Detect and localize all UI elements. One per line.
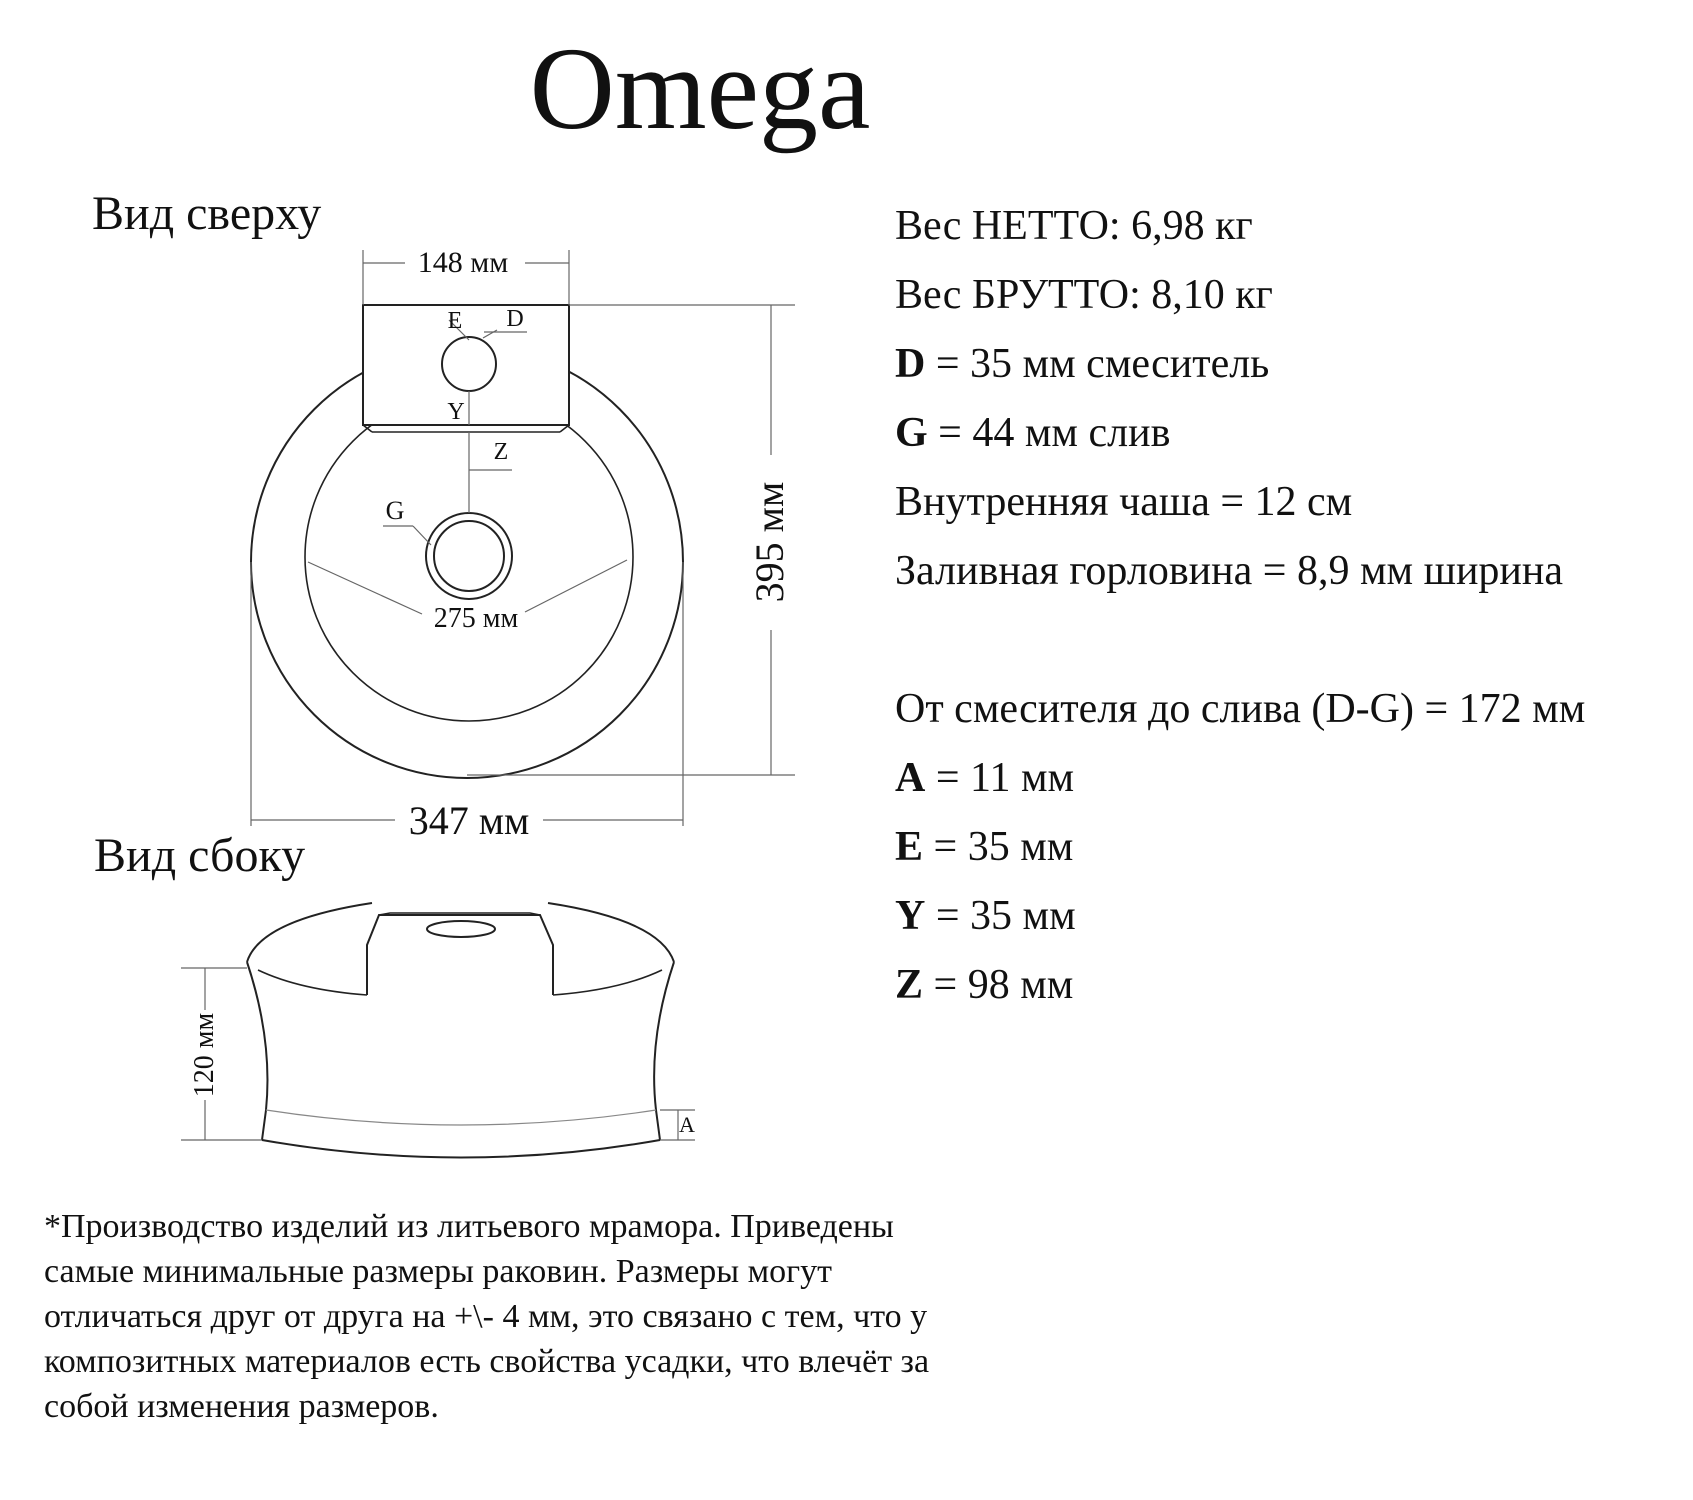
side-faucet-hole xyxy=(427,921,495,937)
production-note xyxy=(44,1204,1044,1429)
body-bottom xyxy=(262,1140,660,1158)
marker-y: Y xyxy=(447,399,465,425)
body-right-side xyxy=(654,962,674,1140)
side-view-drawing xyxy=(247,903,674,1158)
dim-total-length: 395 мм xyxy=(747,481,792,603)
marker-g: G xyxy=(385,496,405,525)
rim-right xyxy=(548,903,674,962)
spec-filler-neck: Заливная горловина = 8,9 мм ширина xyxy=(895,548,1564,594)
spec-inner-bowl: Внутренняя чаша = 12 см xyxy=(895,479,1353,525)
top-view-label: Вид сверху xyxy=(92,187,322,240)
spec-list xyxy=(895,192,1585,1020)
note-line: *Производство изделий из литьевого мрамора. Приведены xyxy=(44,1208,894,1245)
spec-d-key: D xyxy=(895,341,926,387)
spec-faucet-to-drain: От смесителя до слива (D-G) = 172 мм xyxy=(895,686,1586,732)
spec-y-value: = 35 мм xyxy=(925,893,1076,939)
spec-y-key: Y xyxy=(895,893,926,939)
spec-a xyxy=(895,744,1585,813)
top-view-drawing xyxy=(251,305,683,778)
faucet-deck-outline xyxy=(363,305,569,425)
body-left-side xyxy=(247,962,267,1140)
side-faucet-block xyxy=(367,915,553,995)
spec-e xyxy=(895,813,1585,882)
spec-a-key: A xyxy=(895,755,926,801)
marker-e: E xyxy=(447,308,463,334)
dim-outer-diameter: 347 мм xyxy=(408,798,530,843)
marker-d: D xyxy=(506,306,524,332)
spec-net-weight: Вес НЕТТО: 6,98 кг xyxy=(895,203,1253,249)
marker-a: A xyxy=(679,1112,695,1137)
side-view-label: Вид сбоку xyxy=(94,829,306,882)
note-line: отличаться друг от друга на +\- 4 мм, это связано с тем, что у xyxy=(44,1298,928,1335)
marker-z: Z xyxy=(493,439,509,465)
spec-z-value: = 98 мм xyxy=(923,962,1074,1008)
note-line: самые минимальные размеры раковин. Размеры могут xyxy=(44,1253,832,1290)
spec-z-key: Z xyxy=(895,962,924,1008)
spec-e-key: E xyxy=(895,824,924,870)
spec-g-key: G xyxy=(895,410,928,456)
spec-d xyxy=(895,330,1585,399)
spec-g-value: = 44 мм слив xyxy=(927,410,1171,456)
product-title: Omega xyxy=(529,23,871,154)
spec-g xyxy=(895,399,1585,468)
dim-faucet-deck-width: 148 мм xyxy=(417,246,509,279)
spec-d-value: = 35 мм смеситель xyxy=(925,341,1270,387)
spec-a-value: = 11 мм xyxy=(925,755,1075,801)
spec-e-value: = 35 мм xyxy=(923,824,1074,870)
drain-outer-ring xyxy=(426,513,512,599)
dim-height: 120 мм xyxy=(189,1012,220,1098)
spec-z xyxy=(895,951,1585,1020)
drain-inner-ring xyxy=(434,521,504,591)
spec-gross-weight: Вес БРУТТО: 8,10 кг xyxy=(895,272,1273,318)
rim-left xyxy=(247,903,372,962)
note-line: собой изменения размеров. xyxy=(44,1388,439,1425)
spec-y xyxy=(895,882,1585,951)
note-line: композитных материалов есть свойства усадки, что влечёт за xyxy=(44,1343,930,1380)
dim-inner-bowl-diameter: 275 мм xyxy=(433,603,519,634)
